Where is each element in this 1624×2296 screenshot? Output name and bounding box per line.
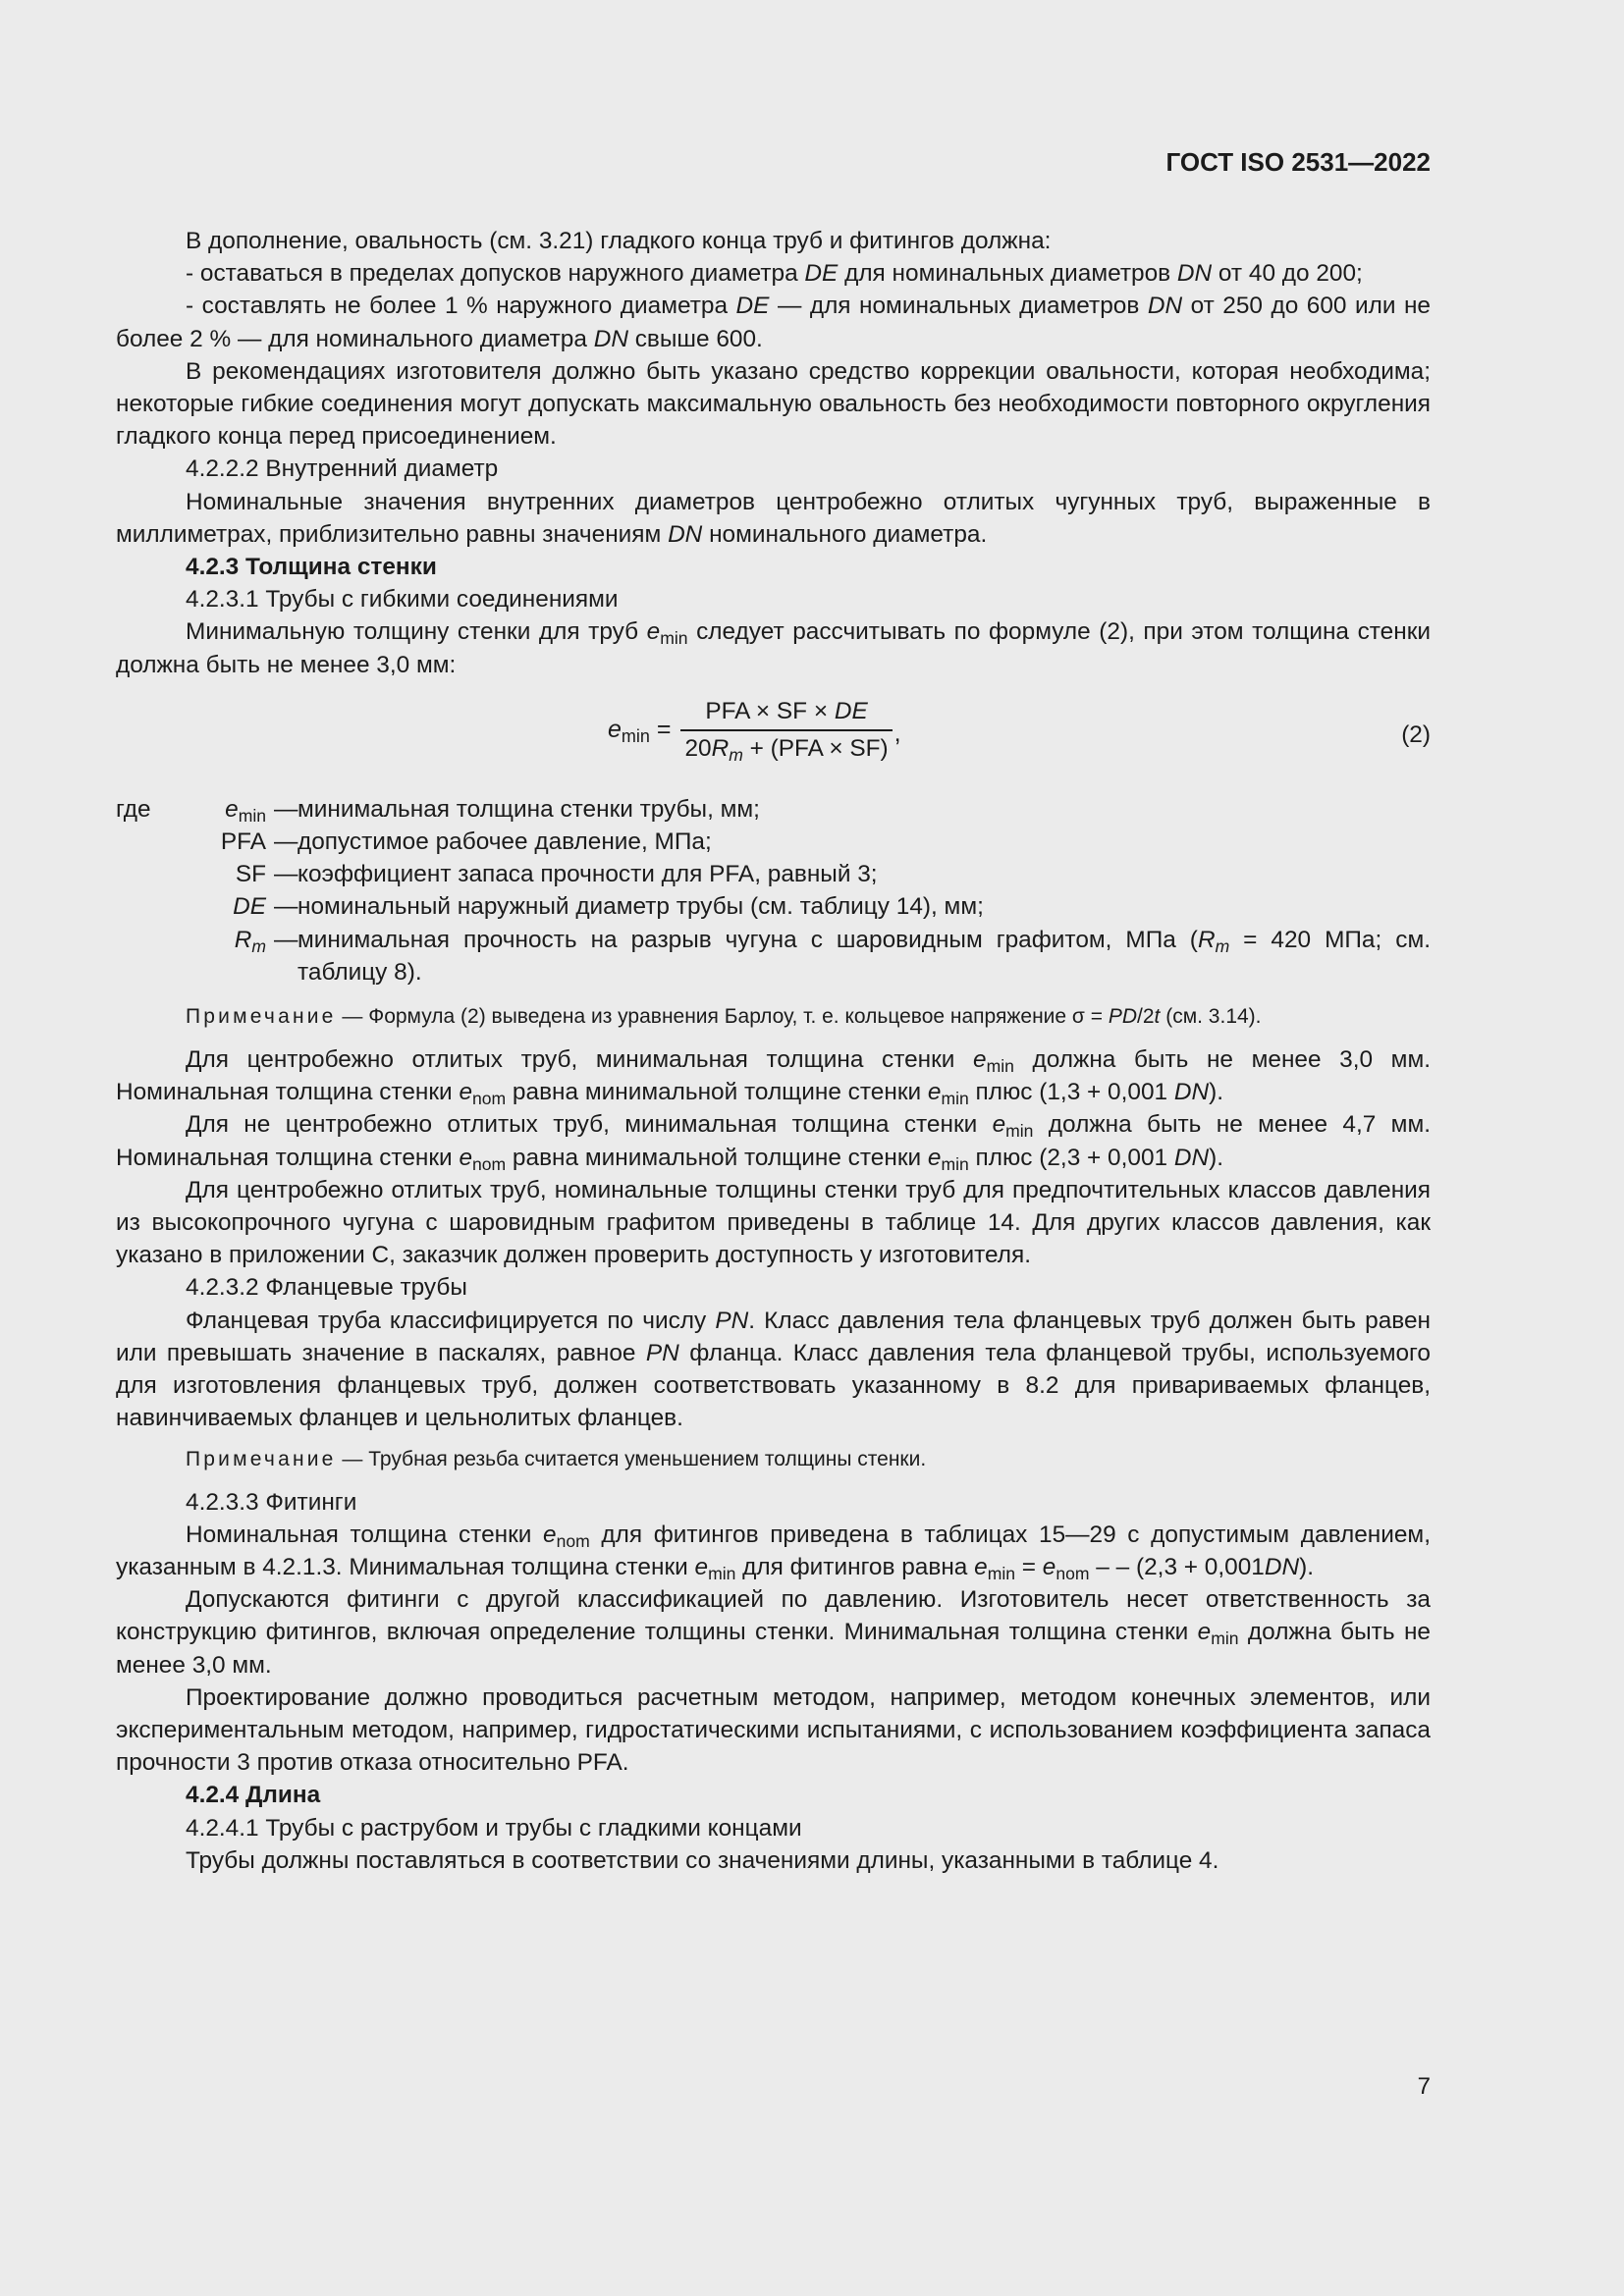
note-thread: Примечание — Трубная резьба считается уменьшением толщины стенки. <box>186 1447 927 1470</box>
where-row-rm: $R_m$ — минимальная прочность на разрыв чугуна с шаровидным графитом, МПа ($R_m = 420$ МПа; см. таблицу 8). <box>234 926 1431 986</box>
length-paragraph: Трубы должны поставляться в соответствии со значениями длины, указанными в таблице 4. <box>186 1846 1219 1874</box>
preferred-classes-paragraph: Для центробежно отлитых труб, номинальные толщины стенки труб для предпочтительных классов давления из высокопрочного чугуна с шаровидным графитом приведены в таблице 14. Для других классов давления, как указано в приложении С, заказчик должен проверить доступность у изготовителя. <box>116 1176 1431 1269</box>
formula-denominator: $20R_m + (PFA \times SF)$ <box>684 734 889 765</box>
length-subheading: 4.2.4.1 Трубы с раструбом и трубы с гладкими концами <box>186 1814 802 1842</box>
where-row-de: DE — номинальный наружный диаметр трубы (см. таблицу 14), мм; <box>233 893 984 921</box>
ovality-item-2: - составлять не более 1 % наружного диаметра DE — для номинальных диаметров DN от 250 до 600 или не более 2 % — для номинального диаметра DN свыше 600. <box>116 293 1431 352</box>
page-number: 7 <box>1417 2073 1431 2100</box>
centrifugal-paragraph: Для центробежно отлитых труб, минимальная толщина стенки $e_{min}$ должна быть не менее 3,0 мм. Номинальная толщина стенки $e_{nom}$ равна минимальной толщине стенки $e_{min}$ плюс (1,3 + 0,001 DN). <box>116 1046 1431 1109</box>
formula-lhs: $e_{min}$ = <box>608 716 672 747</box>
where-row-sf: SF — коэффициент запаса прочности для PFA, равный 3; <box>235 861 878 888</box>
flanged-pipes-heading: 4.2.3.2 Фланцевые трубы <box>186 1274 467 1302</box>
fittings-paragraph-2: Допускаются фитинги с другой классификацией по давлению. Изготовитель несет ответственность за конструкцию фитингов, включая определение толщины стенки. Минимальная толщина стенки $e_{min}$ должна быть не менее 3,0 мм. <box>116 1586 1431 1679</box>
fittings-paragraph-1: Номинальная толщина стенки $e_{nom}$ для фитингов приведена в таблицах 15—29 с допустимым давлением, указанным в 4.2.1.3. Минимальная толщина стенки $e_{min}$ для фитингов равна $e_{min} = e_{nom}$ – – (2,3 + 0,001DN). <box>116 1521 1431 1583</box>
flanged-pipes-paragraph: Фланцевая труба классифицируется по числу PN. Класс давления тела фланцевых труб должен быть равен или превышать значение в паскалях, равное PN фланца. Класс давления тела фланцевой трубы, используемого для изготовления фланцевых труб, должен соответствовать указанному в 8.2 для привариваемых фланцев, навинчиваемых фланцев и цельнолитых фланцев. <box>116 1307 1431 1432</box>
formula-fraction <box>680 697 892 764</box>
formula-number: (2) <box>1401 721 1431 748</box>
ovality-intro: В дополнение, овальность (см. 3.21) гладкого конца труб и фитингов должна: <box>186 228 1052 254</box>
inner-diameter-heading: 4.2.2.2 Внутренний диаметр <box>186 455 499 483</box>
ovality-item-1: - оставаться в пределах допусков наружного диаметра DE для номинальных диаметров DN от 40 до 200; <box>186 260 1363 288</box>
length-heading: 4.2.4 Длина <box>186 1782 321 1809</box>
min-thickness-paragraph: Минимальную толщину стенки для труб $e_{min}$ следует рассчитывать по формуле (2), при этом толщина стенки должна быть не менее 3,0 мм: <box>116 618 1431 678</box>
where-list <box>116 793 1431 988</box>
non-centrifugal-paragraph: Для не центробежно отлитых труб, минимальная толщина стенки $e_{min}$ должна быть не менее 4,7 мм. Номинальная толщина стенки $e_{nom}$ равна минимальной толщине стенки $e_{min}$ плюс (2,3 + 0,001 DN). <box>116 1111 1431 1174</box>
formula-numerator: PFA × SF × DE <box>705 697 868 724</box>
ovality-recommendation: В рекомендациях изготовителя должно быть указано средство коррекции овальности, которая необходима; некоторые гибкие соединения могут допускать максимальную овальность без необходимости повторного округления гладкого конца перед присоединением. <box>116 357 1431 451</box>
fittings-heading: 4.2.3.3 Фитинги <box>186 1488 357 1516</box>
formula-2: $e_{min}$ = $\frac{\text{PFA × SF × DE}}{20R_m + (PFA \times SF)}$ , (2) <box>608 697 1431 765</box>
inner-diameter-paragraph: Номинальные значения внутренних диаметров центробежно отлитых чугунных труб, выраженные в миллиметрах, приблизительно равны значениям DN номинального диаметра. <box>116 488 1431 548</box>
flexible-joints-heading: 4.2.3.1 Трубы с гибкими соединениями <box>186 586 619 614</box>
page-content <box>116 225 1431 1877</box>
document-code: ГОСТ ISO 2531—2022 <box>1165 147 1431 177</box>
note-barlow: Примечание — Формула (2) выведена из уравнения Барлоу, т. е. кольцевое напряжение σ = PD/2t (см. 3.14). <box>186 1005 1262 1029</box>
fittings-paragraph-3: Проектирование должно проводиться расчетным методом, например, методом конечных элементов, или экспериментальным методом, например, гидростатическими испытаниями, с использованием коэффициента запаса прочности 3 против отказа относительно PFA. <box>116 1683 1431 1777</box>
where-row-pfa: PFA — допустимое рабочее давление, МПа; <box>220 828 712 856</box>
wall-thickness-heading: 4.2.3 Толщина стенки <box>186 554 437 581</box>
where-row-emin: где $e_{min}$ — минимальная толщина стенки трубы, мм; <box>116 795 760 826</box>
